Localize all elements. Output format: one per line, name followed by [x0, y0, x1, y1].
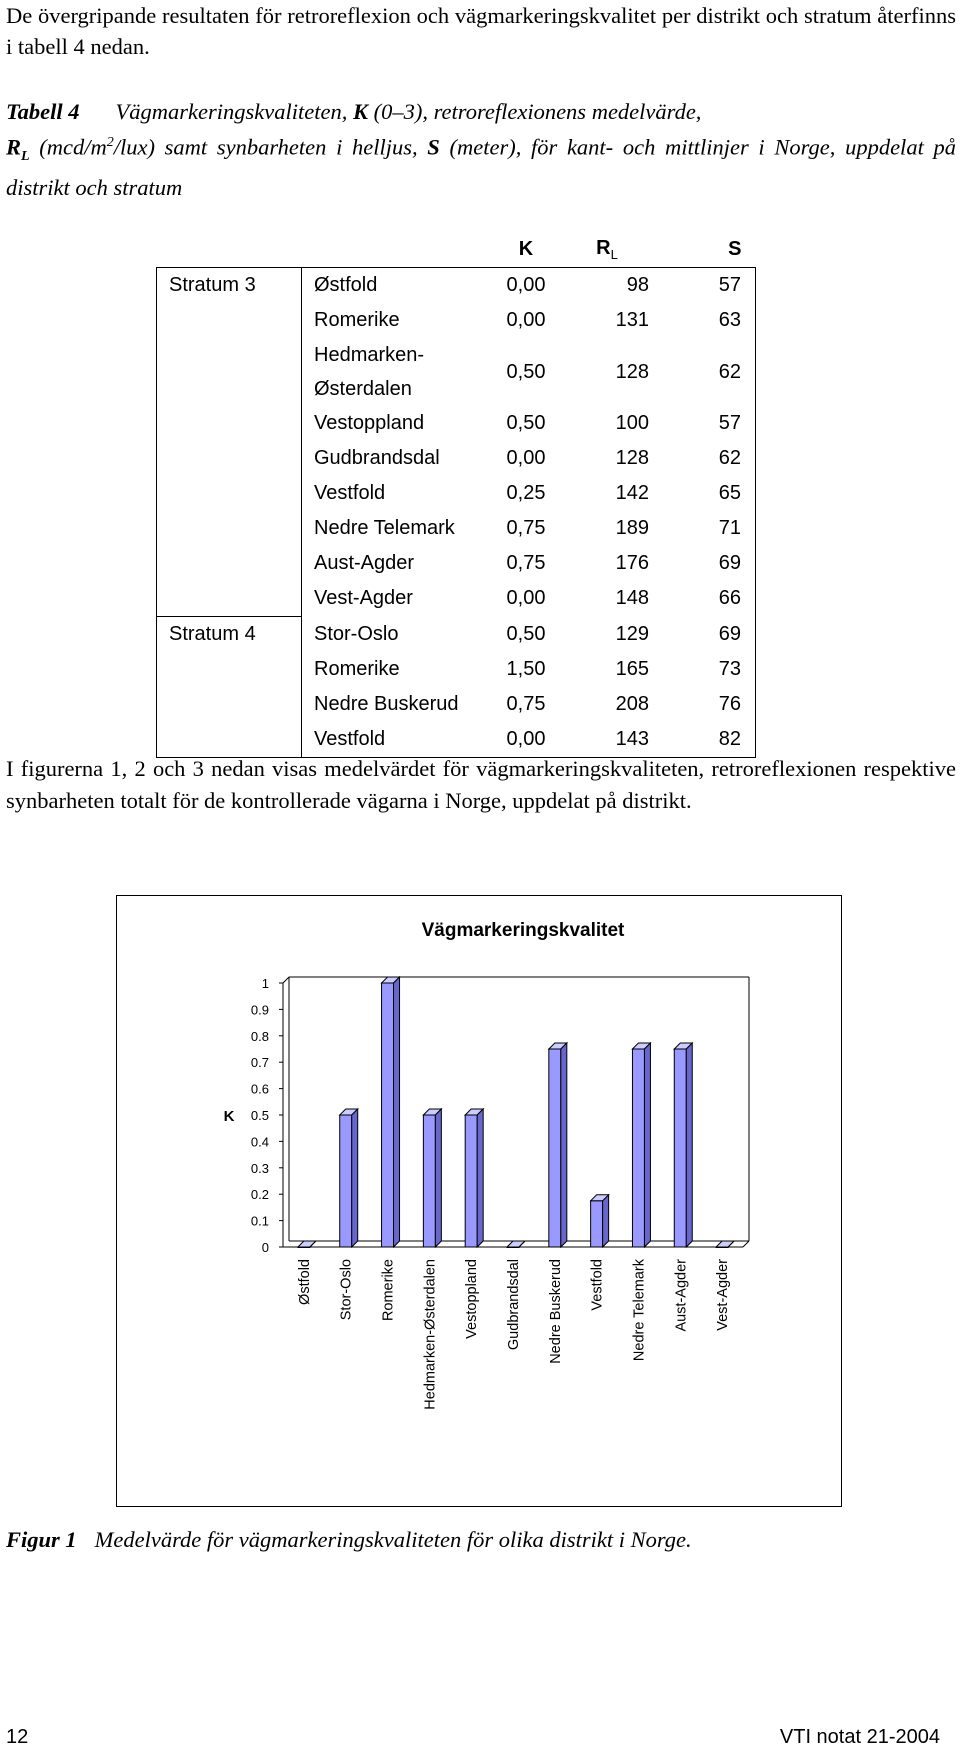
cell-rl: 98 [565, 268, 659, 304]
y-tick-label: 0.5 [250, 1108, 269, 1123]
caption-text-e: (meter), för kant- och mittlinjer i Norge, uppdelat på distrikt och stratum [6, 134, 956, 200]
header-stratum [157, 232, 302, 268]
cell-district: Romerike [302, 303, 488, 338]
bar-side [686, 1043, 692, 1247]
table-row [157, 441, 756, 476]
x-tick-label: Vestfold [589, 1259, 606, 1311]
cell-district: Nedre Telemark [302, 511, 488, 546]
bar [382, 983, 394, 1247]
table-caption [6, 96, 956, 203]
cell-s: 62 [659, 441, 756, 476]
cell-rl: 131 [615, 309, 649, 331]
cell-rl: 165 [615, 658, 649, 680]
caption-text-c: (mcd/m [29, 134, 107, 160]
table-row [157, 652, 756, 687]
cell-district: Østfold [302, 268, 488, 304]
cell-k: 0,00 [487, 722, 565, 758]
figure-intro-paragraph: I figurerna 1, 2 och 3 nedan visas medelvärdet för vägmarkeringskvaliteten, retroreflexionen respektive synbarheten totalt för de kontrollerade vägarna i Norge, uppdelat på distrikt. [6, 756, 956, 813]
page-number: 12 [6, 1726, 29, 1748]
figure-caption-text: Medelvärde för vägmarkeringskvaliteten för olika distrikt i Norge. [94, 1527, 692, 1552]
bar-side [435, 1109, 441, 1247]
y-tick-label: 0.4 [250, 1134, 269, 1150]
y-tick-label: 0.7 [250, 1055, 269, 1071]
intro-paragraph: De övergripande resultaten för retroreflexion och vägmarkeringskvalitet per distrikt och stratum återfinns i tabell 4 nedan. [6, 3, 956, 59]
k-bar-chart [117, 896, 841, 1506]
bar [674, 1049, 686, 1247]
table-caption-label: Tabell 4 [6, 99, 80, 124]
cell-k: 0,00 [506, 587, 546, 610]
caption-r: R [6, 134, 22, 160]
y-axis-depth [283, 977, 289, 983]
caption-text-a: Vägmarkeringskvaliteten, [115, 99, 353, 124]
y-tick-label: 0.9 [250, 1002, 269, 1018]
table-row [157, 268, 756, 304]
table-row [157, 406, 756, 441]
x-tick-label: Gudbrandsdal [506, 1259, 522, 1351]
cell-district: Gudbrandsdal [302, 441, 488, 476]
y-tick-label: 0.3 [250, 1160, 269, 1176]
x-tick-label: Nedre Buskerud [547, 1259, 564, 1364]
x-tick-label: Romerike [380, 1259, 397, 1322]
cell-district: Vestoppland [302, 406, 488, 441]
y-tick-label: 1 [261, 976, 269, 991]
bar [423, 1115, 435, 1247]
cell-s: 71 [659, 511, 756, 546]
cell-stratum: Stratum 3 [157, 268, 302, 304]
cell-stratum [157, 546, 302, 581]
caption-r-sub: L [21, 149, 30, 164]
caption-text-d: /lux) samt synbarheten i helljus, [113, 134, 428, 160]
cell-stratum [157, 581, 302, 617]
cell-s: 66 [659, 581, 756, 617]
x-tick-label: Hedmarken-Østerdalen [422, 1259, 439, 1410]
cell-district [302, 338, 488, 406]
cell-k: 0,50 [506, 361, 546, 383]
cell-k: 0,00 [506, 309, 546, 331]
cell-k: 0,75 [506, 693, 546, 715]
bar [465, 1115, 477, 1247]
header-k: K [518, 238, 534, 260]
y-tick-label: 0.8 [250, 1028, 269, 1044]
cell-rl: 129 [615, 622, 649, 645]
cell-k: 0,00 [487, 268, 565, 304]
cell-stratum [157, 687, 302, 722]
cell-k: 0,00 [506, 447, 546, 469]
cell-district: Romerike [302, 652, 488, 687]
cell-s: 76 [659, 687, 756, 722]
cell-s: 82 [659, 722, 756, 758]
cell-rl: 148 [615, 587, 649, 610]
cell-s: 57 [659, 268, 756, 304]
header-district [302, 232, 488, 268]
header-s: S [728, 238, 742, 260]
cell-district: Stor-Oslo [302, 617, 488, 653]
x-tick-label: Nedre Telemark [631, 1259, 648, 1362]
table-header-row [157, 232, 756, 268]
table-row [157, 338, 756, 406]
cell-stratum: Stratum 4 [157, 617, 302, 653]
header-r: R [596, 237, 611, 259]
figure-caption-label: Figur 1 [6, 1527, 77, 1552]
cell-k: 0,75 [506, 517, 546, 539]
cell-stratum [157, 652, 302, 687]
cell-district: Vestfold [302, 476, 488, 511]
cell-rl: 128 [615, 447, 649, 469]
cell-rl: 208 [615, 693, 649, 715]
y-tick-label: 0.6 [250, 1081, 269, 1097]
cell-rl: 128 [615, 361, 649, 383]
cell-s: 65 [659, 476, 756, 511]
cell-rl: 143 [565, 722, 659, 758]
y-tick-label: 0.1 [250, 1213, 269, 1229]
cell-district: Aust-Agder [302, 546, 488, 581]
cell-stratum [157, 511, 302, 546]
y-tick-label: 0 [261, 1240, 269, 1255]
bar-side [603, 1195, 609, 1247]
results-table [156, 232, 756, 758]
x-tick-label: Østfold [296, 1259, 313, 1305]
table-row [157, 303, 756, 338]
cell-s: 57 [659, 406, 756, 441]
cell-district-line1: Hedmarken- [314, 344, 425, 366]
y-axis-label: K [223, 1108, 235, 1125]
cell-rl: 176 [615, 552, 649, 574]
table-row [157, 511, 756, 546]
cell-stratum [157, 338, 302, 406]
table-row [157, 581, 756, 617]
caption-text-b: (0–3), retroreflexionens medelvärde, [368, 99, 702, 124]
header-r-sub: L [610, 247, 618, 262]
cell-s: 63 [659, 303, 756, 338]
table-row [157, 546, 756, 581]
cell-rl: 189 [615, 517, 649, 539]
cell-district: Nedre Buskerud [302, 687, 488, 722]
cell-k: 0,75 [506, 552, 546, 574]
cell-stratum [157, 441, 302, 476]
y-tick-label: 0.2 [250, 1187, 269, 1203]
chart-title: Vägmarkeringskvalitet [421, 920, 625, 941]
bar [549, 1049, 561, 1247]
bar [632, 1049, 644, 1247]
bar-side [352, 1109, 358, 1247]
x-tick-label: Aust-Agder [673, 1259, 690, 1332]
cell-k: 0,50 [506, 622, 546, 645]
cell-stratum [157, 406, 302, 441]
table-row [157, 687, 756, 722]
table-row [157, 476, 756, 511]
table-row [157, 617, 756, 653]
bar [591, 1201, 603, 1247]
cell-k: 0,50 [506, 412, 546, 434]
cell-s: 62 [659, 338, 756, 406]
cell-district: Vestfold [302, 722, 488, 758]
caption-s: S [427, 134, 440, 160]
header-rl [565, 232, 659, 268]
cell-district: Vest-Agder [302, 581, 488, 617]
cell-rl: 100 [615, 412, 649, 434]
cell-stratum [157, 303, 302, 338]
bar-side [394, 977, 400, 1247]
x-tick-label: Stor-Oslo [338, 1259, 355, 1321]
figure-caption [6, 1525, 692, 1555]
cell-rl: 142 [615, 482, 649, 504]
bar-side [644, 1043, 650, 1247]
bar-side [477, 1109, 483, 1247]
caption-k: K [352, 99, 368, 124]
cell-s: 69 [659, 546, 756, 581]
cell-k: 0,25 [506, 482, 546, 504]
chart-frame [116, 895, 842, 1507]
cell-k: 1,50 [506, 658, 546, 680]
caption-sup: 2 [106, 135, 114, 150]
x-tick-label: Vestoppland [464, 1259, 481, 1339]
cell-stratum [157, 476, 302, 511]
cell-s: 69 [659, 617, 756, 653]
cell-district-line2: Østerdalen [314, 378, 412, 400]
bar [340, 1115, 352, 1247]
x-tick-label: Vest-Agder [715, 1259, 732, 1331]
bar-side [561, 1043, 567, 1247]
report-id: VTI notat 21-2004 [779, 1726, 940, 1748]
cell-s: 73 [659, 652, 756, 687]
